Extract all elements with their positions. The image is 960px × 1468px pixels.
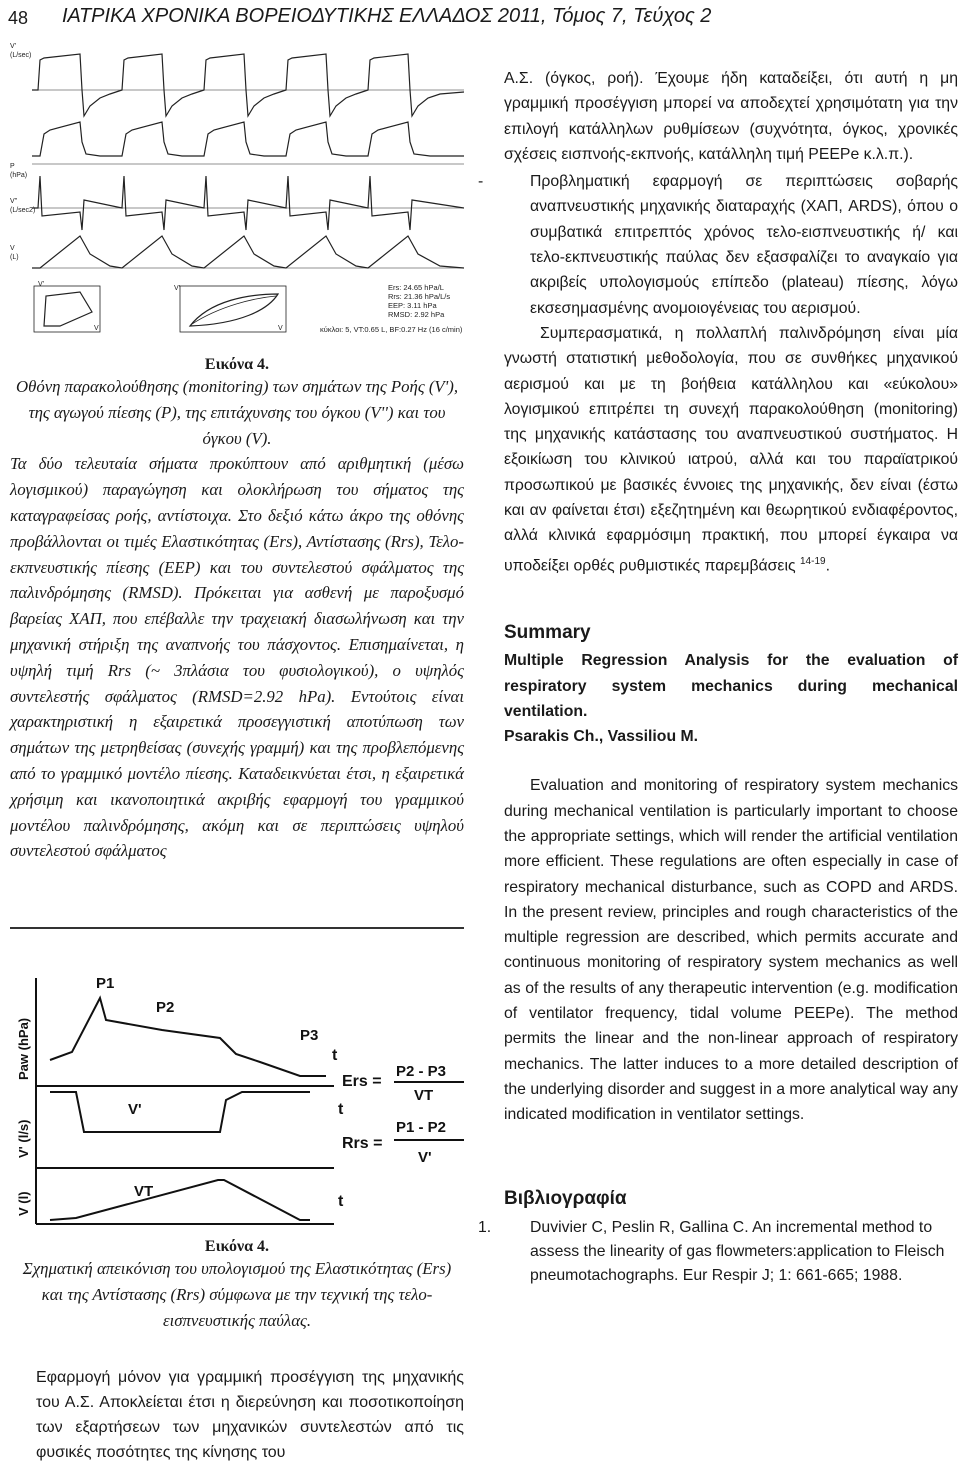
point-p2: P2 <box>156 999 175 1016</box>
flow-volume-loop <box>44 292 92 326</box>
summary-heading: Summary <box>504 622 591 644</box>
acceleration-trace <box>32 176 464 230</box>
ers-numerator: P2 - P3 <box>396 1063 447 1080</box>
figure-2-caption: Σχηματική απεικόνιση του υπολογισμού της Ελαστικότητας (Ers) και της Αντίστασης (Rrs) σύμφωνα με την τεχνική της τελο-εισπνευστικής παύλας. <box>22 1259 452 1330</box>
rrs-denominator: V' <box>418 1149 432 1166</box>
figure-2-schematic <box>10 968 464 1228</box>
summary-text: Evaluation and monitoring of respiratory system mechanics during mechanical ventilation is particularly important to choose the appropriate settings, which will render the artificial ventilation more efficient. These regulations are often especially in case of respiratory mechanical disturbance, such as COPD and ARDS. In the present review, principles and rough characteristics of the multiple regression are described, which permits accurate and continuous monitoring of respiratory system mechanics as well as of the results of any therapeutic intervention (e.g. modification of ventilator frequency, tidal volume PEEPe). The method permits the linear and the non-linear approach of respiratory mechanics. The latter induces to a more detailed description of the underlying disorder and suggest in a more analytical way any indicated modification in ventilator settings. <box>504 777 958 1124</box>
reference-text: Duvivier C, Peslin R, Gallina C. An incremental method to assess the linearity of gas flowmeters:application to Fleisch pneumotachographs. Eur Respir J; 1: 661-665; 1988. <box>530 1218 945 1284</box>
bullet-dash: - <box>478 173 484 191</box>
bullet-dash <box>10 1365 36 1390</box>
fig1-label: V' <box>10 43 17 50</box>
readout-rmsd: RMSD: 2.92 hPa <box>388 310 445 319</box>
figure-1-title: Εικόνα 4. <box>204 356 270 373</box>
conclusion-end: . <box>825 556 830 574</box>
figure-2-caption-block <box>10 1238 464 1333</box>
readout-eep: EEP: 3.11 hPa <box>388 301 437 310</box>
pressure-volume-loop <box>190 294 278 326</box>
right-column <box>478 66 958 1288</box>
fig1-label: (hPa) <box>10 172 28 179</box>
fig1-label: (L/sec) <box>10 52 32 59</box>
curve-label-vt: VT <box>134 1183 154 1200</box>
figure-2-plot <box>10 968 464 1228</box>
bullet-text: Προβληματική εφαρμογή σε περιπτώσεις σοβαρής αναπνευστικής μηχανικής διαταραχής (ΧΑΠ, ARDS), όπου ο συμβατικά επιτρεπτός χρόνος τελο-εισπνευστικής ή/ και τελο-εκπνευστικής παύλας δεν εξασφαλίζει το αναγκαίο για ακριβείς υπολογισμούς επίπεδο (plateau) πίεσης, λόγω εκσεσημασμένης ανομοιογένειας του αερισμού. <box>530 173 958 317</box>
figure-1-monitor <box>10 40 464 336</box>
fig1-label: V'' <box>10 198 18 205</box>
conclusion-text: Συμπερασματικά, η πολλαπλή παλινδρόμηση είναι μία γνωστή στατιστική μεθοδολογία, που σε συνθήκες μηχανικού αερισμού και με τη βοήθεια κατάλληλου και «εύκολου» λογισμικού επιτρέπει τη συνεχή παρακολούθηση (monitoring) της μηχανικής κατάστασης του αναπνευστικού συστήματος. Η εξοικίωση του κλινικού ιατρού, αλλά και του παραϊατρικού προσωπικού με βασικές έννοιες της μηχανικής, δεν είναι (έστω και αν φαίνεται έτσι) εξεζητημένη και θεωρητικού ενδιαφέροντος, αλλά κλινικά εφαρμόσιμη πρακτική, που μπορεί έγκαιρα να υποδείξει ορθές ρυθμιστικές παρεμβάσεις <box>504 324 958 574</box>
figure-2-title: Εικόνα 4. <box>204 1238 270 1255</box>
flow-curve <box>50 1092 310 1132</box>
reference-1 <box>478 1216 958 1288</box>
page-header <box>0 0 960 40</box>
citation: 14-19 <box>800 555 826 567</box>
fig1-label: V <box>10 245 15 252</box>
fig1-label: P <box>10 163 15 170</box>
figure-1-plot <box>10 40 464 336</box>
figure-1-caption: Οθόνη παρακολούθησης (monitoring) των σημάτων της Ροής (V'), της αγωγού πίεσης (P), της επιτάχυνσης του όγκου (V'') και του όγκου (V). <box>15 377 459 448</box>
pressure-curve <box>50 998 326 1076</box>
time-label: t <box>332 1047 338 1064</box>
point-p1: P1 <box>96 975 115 992</box>
loop-label: V' <box>38 281 45 288</box>
page-number: 48 <box>8 8 29 28</box>
volume-curve <box>50 1180 310 1220</box>
references-heading: Βιβλιογραφία <box>504 1187 627 1209</box>
divider <box>10 927 464 929</box>
curve-label-flow: V' <box>128 1101 142 1118</box>
ers-lhs: Ers = <box>342 1073 382 1090</box>
bullet-text: Εφαρμογή μόνον για γραμμική προσέγγιση της μηχανικής του Α.Σ. Αποκλείεται έτσι η διερεύνηση και ποσοτικοποίηση των εξαρτήσεων των μηχανικών συντελεστών από τις φυσικές ποσότητες της κίνησης του <box>36 1369 464 1461</box>
readout-footer: κύκλοι: 5, VT:0.65 L, BF:0.27 Hz (16 c/min) <box>320 325 463 334</box>
rrs-numerator: P1 - P2 <box>396 1119 447 1136</box>
fig1-label: (L/sec2) <box>10 207 36 214</box>
left-bullet <box>10 1365 464 1465</box>
ers-denominator: VT <box>414 1087 434 1104</box>
journal-title: ΙΑΤΡΙΚΑ ΧΡΟΝΙΚΑ ΒΟΡΕΙΟΔΥΤΙΚΗΣ ΕΛΛΑΔΟΣ 2011, Τόμος 7, Τεύχος 2 <box>62 5 712 27</box>
rrs-lhs: Rrs = <box>342 1135 383 1152</box>
time-label: t <box>338 1193 344 1210</box>
axis-label-paw: Paw (hPa) <box>16 1017 31 1080</box>
pressure-trace <box>32 122 464 156</box>
summary-authors: Psarakis Ch., Vassiliou M. <box>504 728 699 746</box>
loop-label: V <box>94 325 99 332</box>
summary-title: Multiple Regression Analysis for the evaluation of respiratory system mechanics during mechanical ventilation. <box>504 652 958 720</box>
paragraph: Α.Σ. (όγκος, ροή). Έχουμε ήδη καταδείξει, ότι αυτή η μη γραμμική προσέγγιση μπορεί να αποδεχτεί χρησιμότατη για την επιλογή κατάλληλων ρυθμίσεων (συχνότητα, όγκος, χρονικές σχέσεις εισπνοής-εκπνοής, κατάλληλη τιμή PEEPe κ.λ.π.). <box>504 70 958 163</box>
point-p3: P3 <box>300 1027 319 1044</box>
volume-trace <box>32 236 464 268</box>
readout-ers: Ers: 24.65 hPa/L <box>388 283 444 292</box>
reference-number: 1. <box>478 1218 492 1236</box>
readout-rrs: Rrs: 21.36 hPa/L/s <box>388 292 451 301</box>
paragraph-conclusion <box>504 321 958 578</box>
axis-label-volume: V (l) <box>16 1191 31 1216</box>
fig1-label: (L) <box>10 254 19 261</box>
figure-1-caption-continued: Τα δύο τελευταία σήματα προκύπτουν από αριθμητική (μέσω λογισμικού) παραγώγηση και ολοκλήρωση του σήματος της καταγραφείσας ροής, αντίστοιχα. Στο δεξιό κάτω άκρο της οθόνης προβάλλονται οι τιμές Ελαστικότητας (Ers), Αντίστασης (Rrs), Τελο-εκπνευστικής πίεσης (EEP) και του συντελεστού σφάλματος της παλινδρόμησης (RMSD). Πρόκειται για ασθενή με παροξυσμό βαρείας ΧΑΠ, που επέβαλλε την τραχειακή διασωλήνωση και την μηχανική στήριξη της αναπνοής του πάσχοντος. Επισημαίνεται, η υψηλή τιμή Rrs (~ 3πλάσια του φυσιολογικού), ο υψηλός συντελεστής σφάλματος (RMSD=2.92 hPa). Εντούτοις είναι χαρακτηριστική η εξαιρετικά προσεγγιστική αποτύπωση των σημάτων της μετρηθείσας (συνεχής γραμμή) και της προβλεπόμενης από το γραμμικό μοντέλο πίεσης. Καταδεικνύεται έτσι, η εξαιρετικά χρήσιμη και ικανοποιητικά ακριβής εφαρμογή του γραμμικού μοντέλου παλινδρόμησης, ακόμη και σε περιπτώσεις υψηλού συντελεστού σφάλματος <box>10 454 464 861</box>
axis-label-flow: V' (l/s) <box>16 1119 31 1158</box>
loop-label: V' <box>174 285 181 292</box>
flow-trace <box>32 54 464 116</box>
left-column <box>10 40 464 864</box>
time-label: t <box>338 1101 344 1118</box>
loop-label: V <box>278 325 283 332</box>
